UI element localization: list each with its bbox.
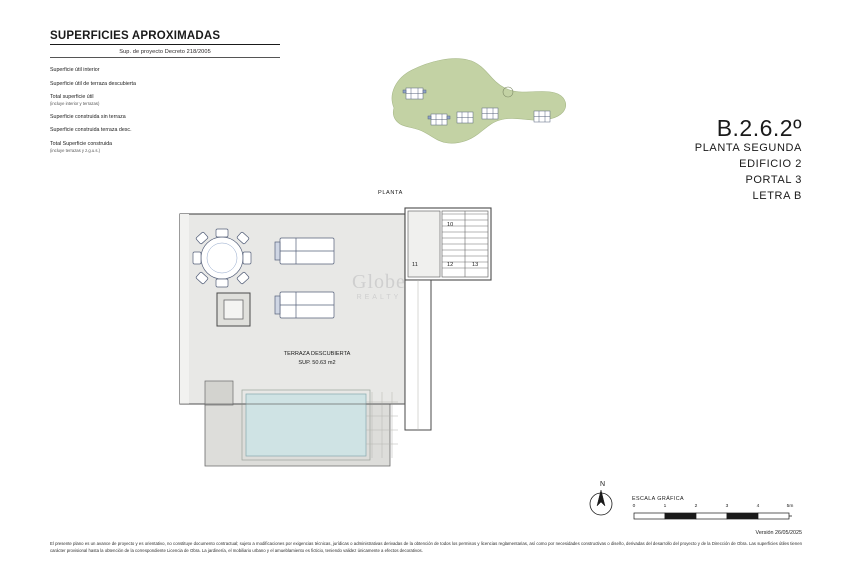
room-number: 11 xyxy=(412,262,418,268)
room-number: 12 xyxy=(447,262,454,268)
site-furniture-group xyxy=(403,88,426,99)
site-furniture-group xyxy=(482,108,498,119)
scale-tick-5: 5m xyxy=(786,504,794,509)
service-shaft xyxy=(405,280,431,430)
lounger xyxy=(275,292,334,318)
surfaces-subtitle: Sup. de proyecto Decreto 218/2005 xyxy=(50,49,280,58)
surfaces-title: SUPERFICIES APROXIMADAS xyxy=(50,30,280,45)
title-line-portal: PORTAL 3 xyxy=(745,174,802,187)
site-garden-plan xyxy=(352,48,602,178)
terrace-name: TERRAZA DESCUBIERTA xyxy=(283,351,351,357)
title-line-letter: LETRA B xyxy=(752,190,802,203)
scale-tick-1: 1 xyxy=(663,504,667,509)
scale-tick-2: 2 xyxy=(694,504,698,509)
scale-tick-4: 4 xyxy=(756,504,760,509)
title-line-building: EDIFICIO 2 xyxy=(739,158,802,171)
watermark-main: Globe xyxy=(352,271,406,293)
surfaces-row-label: Superficie útil de terraza descubierta xyxy=(50,80,136,87)
terrace-annotation xyxy=(232,350,402,367)
plan-label: PLANTA xyxy=(378,190,403,196)
stair-core xyxy=(405,208,491,280)
surfaces-row xyxy=(50,81,280,88)
site-furniture-group xyxy=(457,112,473,123)
surfaces-row xyxy=(50,114,280,121)
surfaces-row xyxy=(50,67,280,74)
garden-shape xyxy=(392,59,566,144)
surfaces-row-label: Superficie construida sin terraza xyxy=(50,113,126,120)
pool xyxy=(246,394,366,456)
scale-tick-3: 3 xyxy=(725,504,729,509)
surfaces-row xyxy=(50,94,280,107)
terrace-inner-band xyxy=(180,214,189,404)
surfaces-row-label xyxy=(50,141,112,154)
north-letter: N xyxy=(600,481,606,488)
scale-bar-title: ESCALA GRÁFICA xyxy=(632,496,685,502)
surfaces-row-note: (incluye terrazas y z.g.u.s.) xyxy=(50,148,101,154)
surfaces-row xyxy=(50,127,280,134)
surfaces-rows xyxy=(50,67,280,154)
title-block xyxy=(695,116,802,205)
room-number: 13 xyxy=(472,262,479,268)
legal-disclaimer: El presente plano es un avance de proyecto y es orientativo, no constituye documento contractual; sujeto a modificaciones por exigencias técnicas, jurídicas o administrativas derivadas de la obtención de todos los permisos y licencias reglamentarias, así como por necesidades constructivas o diseño, derivadas del desarrollo del proyecto y de la Dirección de Obra. Las superficies útiles tienen carácter provisional hasta la obtención de la correspondiente Licencia de Obra. La jardinería, el mobiliario urbano y el amueblamiento es ficticio, teniendo validez únicamente a efectos decorativos. xyxy=(50,541,802,553)
floor-plan-drawing xyxy=(150,196,520,481)
scale-bar-ticks xyxy=(632,504,800,520)
surfaces-row-label: Superficie construida terraza desc. xyxy=(50,127,132,134)
surfaces-row-label-text: Total superficie útil xyxy=(50,94,94,101)
surfaces-table xyxy=(50,30,280,160)
scale-tick-0: 0 xyxy=(632,504,636,509)
version-label: Versión 26/05/2025 xyxy=(755,530,802,536)
room-number: 10 xyxy=(447,222,454,228)
site-furniture-group xyxy=(534,111,550,122)
planter xyxy=(217,293,250,326)
surfaces-row xyxy=(50,141,280,154)
surfaces-row-label-text: Total Superficie construida xyxy=(50,140,113,147)
lounger xyxy=(275,238,334,264)
scale-bar xyxy=(632,496,800,520)
title-line-floor: PLANTA SEGUNDA xyxy=(694,142,802,155)
unit-code: B.2.6.2º xyxy=(716,115,802,141)
watermark-sub: REALTY xyxy=(356,294,402,301)
surfaces-row-label: Superficie útil interior xyxy=(50,67,100,73)
terrace-area: SUP. 50.63 m2 xyxy=(298,359,336,366)
surfaces-row-note: (incluye interior y terrazas) xyxy=(50,101,100,107)
surfaces-row-label xyxy=(50,94,99,107)
scale-bar-graphic xyxy=(632,511,800,521)
dining-set xyxy=(193,229,251,287)
site-furniture-group xyxy=(428,114,450,125)
north-arrow-icon xyxy=(584,482,618,520)
